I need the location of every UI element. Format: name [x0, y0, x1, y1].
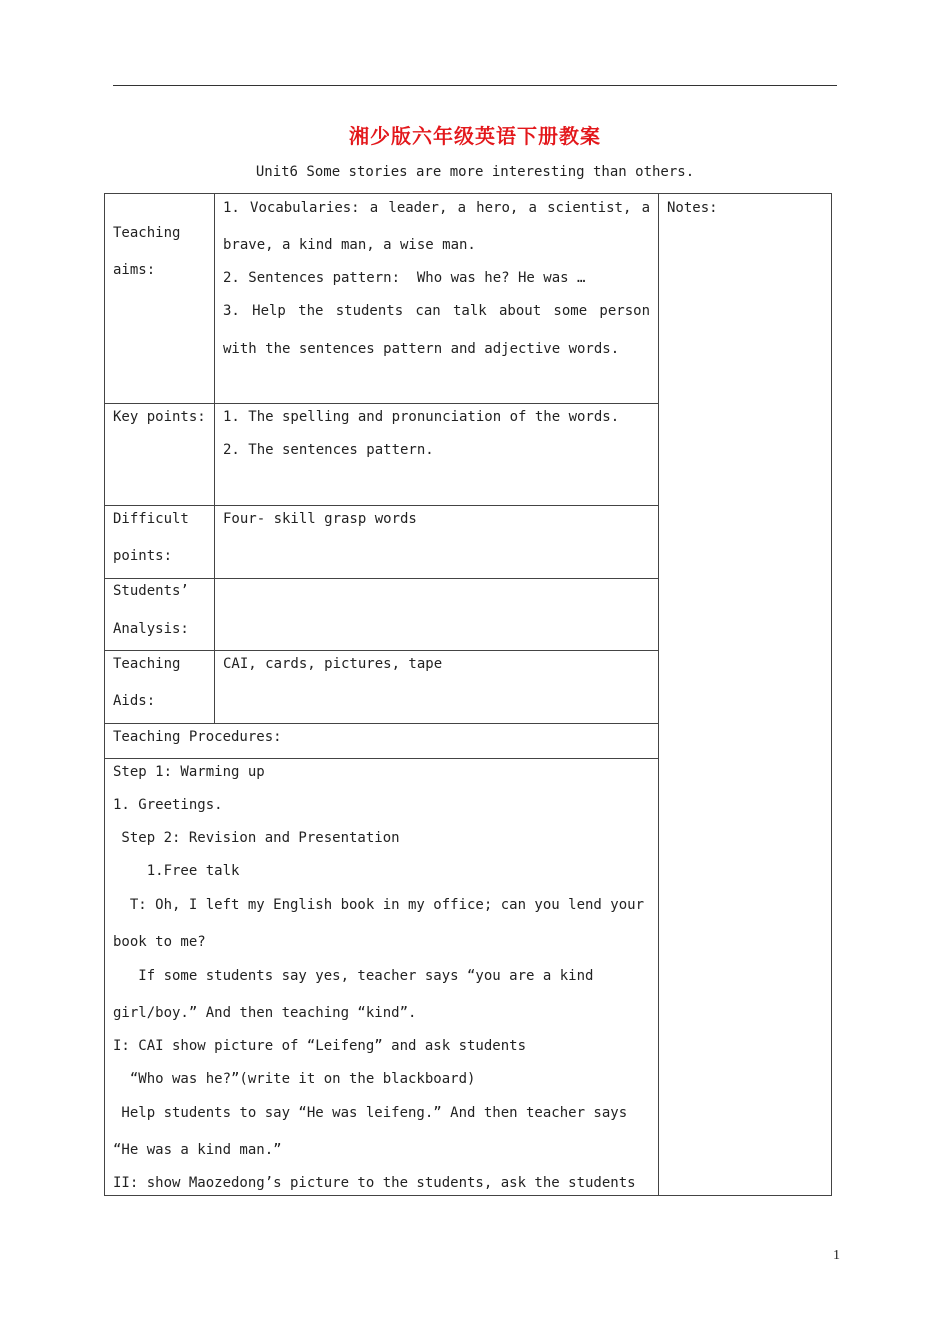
difficult-points-label-2: points: [113, 548, 173, 564]
document-subtitle: Unit6 Some stories are more interesting than others. [255, 164, 695, 180]
procedure-line: If some students say yes, teacher says “you are a kind [113, 968, 594, 984]
label-column-divider [214, 193, 215, 723]
procedure-line: Step 1: Warming up [113, 764, 265, 780]
document-title: 湘少版六年级英语下册教案 [349, 124, 601, 148]
teaching-aids-label-1: Teaching [113, 656, 181, 672]
teaching-aims-label-1: Teaching [113, 225, 181, 241]
procedures-label: Teaching Procedures: [113, 729, 282, 745]
procedure-line: “He was a kind man.” [113, 1142, 282, 1158]
key-points-line: 1. The spelling and pronunciation of the words. [223, 409, 620, 425]
teaching-aims-line: 1. Vocabularies: a leader, a hero, a scientist, a [223, 200, 650, 216]
notes-label: Notes: [667, 200, 718, 216]
teaching-aids-label-2: Aids: [113, 693, 156, 709]
procedure-line: I: CAI show picture of “Leifeng” and ask students [113, 1038, 527, 1054]
key-points-label: Key points: [113, 409, 206, 425]
students-analysis-label-1: Students’ [113, 583, 189, 599]
key-points-line: 2. The sentences pattern. [223, 442, 434, 458]
procedure-line: book to me? [113, 934, 206, 950]
procedure-line: 1. Greetings. [113, 797, 223, 813]
row-divider [104, 505, 658, 506]
procedure-line: T: Oh, I left my English book in my office; can you lend your [113, 897, 645, 913]
row-divider [104, 403, 658, 404]
teaching-aims-line: brave, a kind man, a wise man. [223, 237, 476, 253]
procedure-line: II: show Maozedong’s picture to the students, ask the students [113, 1175, 636, 1191]
notes-column-divider [658, 193, 659, 1196]
teaching-aims-label-2: aims: [113, 262, 156, 278]
header-rule [113, 85, 837, 86]
procedure-line: Step 2: Revision and Presentation [113, 830, 400, 846]
difficult-points-content: Four- skill grasp words [223, 511, 417, 527]
teaching-aims-line: 2. Sentences pattern: Who was he? He was … [223, 270, 586, 286]
procedure-line: “Who was he?”(write it on the blackboard) [113, 1071, 476, 1087]
row-divider [104, 650, 658, 651]
procedure-line: girl/boy.” And then teaching “kind”. [113, 1005, 417, 1021]
students-analysis-label-2: Analysis: [113, 621, 189, 637]
row-divider [104, 723, 658, 724]
teaching-aims-line: 3. Help the students can talk about some person [223, 303, 650, 319]
page-number: 1 [833, 1248, 840, 1263]
teaching-aims-line: with the sentences pattern and adjective words. [223, 341, 620, 357]
row-divider [104, 758, 658, 759]
procedure-line: 1.Free talk [113, 863, 240, 879]
row-divider [104, 578, 658, 579]
difficult-points-label-1: Difficult [113, 511, 189, 527]
teaching-aids-content: CAI, cards, pictures, tape [223, 656, 443, 672]
procedure-line: Help students to say “He was leifeng.” And then teacher says [113, 1105, 628, 1121]
